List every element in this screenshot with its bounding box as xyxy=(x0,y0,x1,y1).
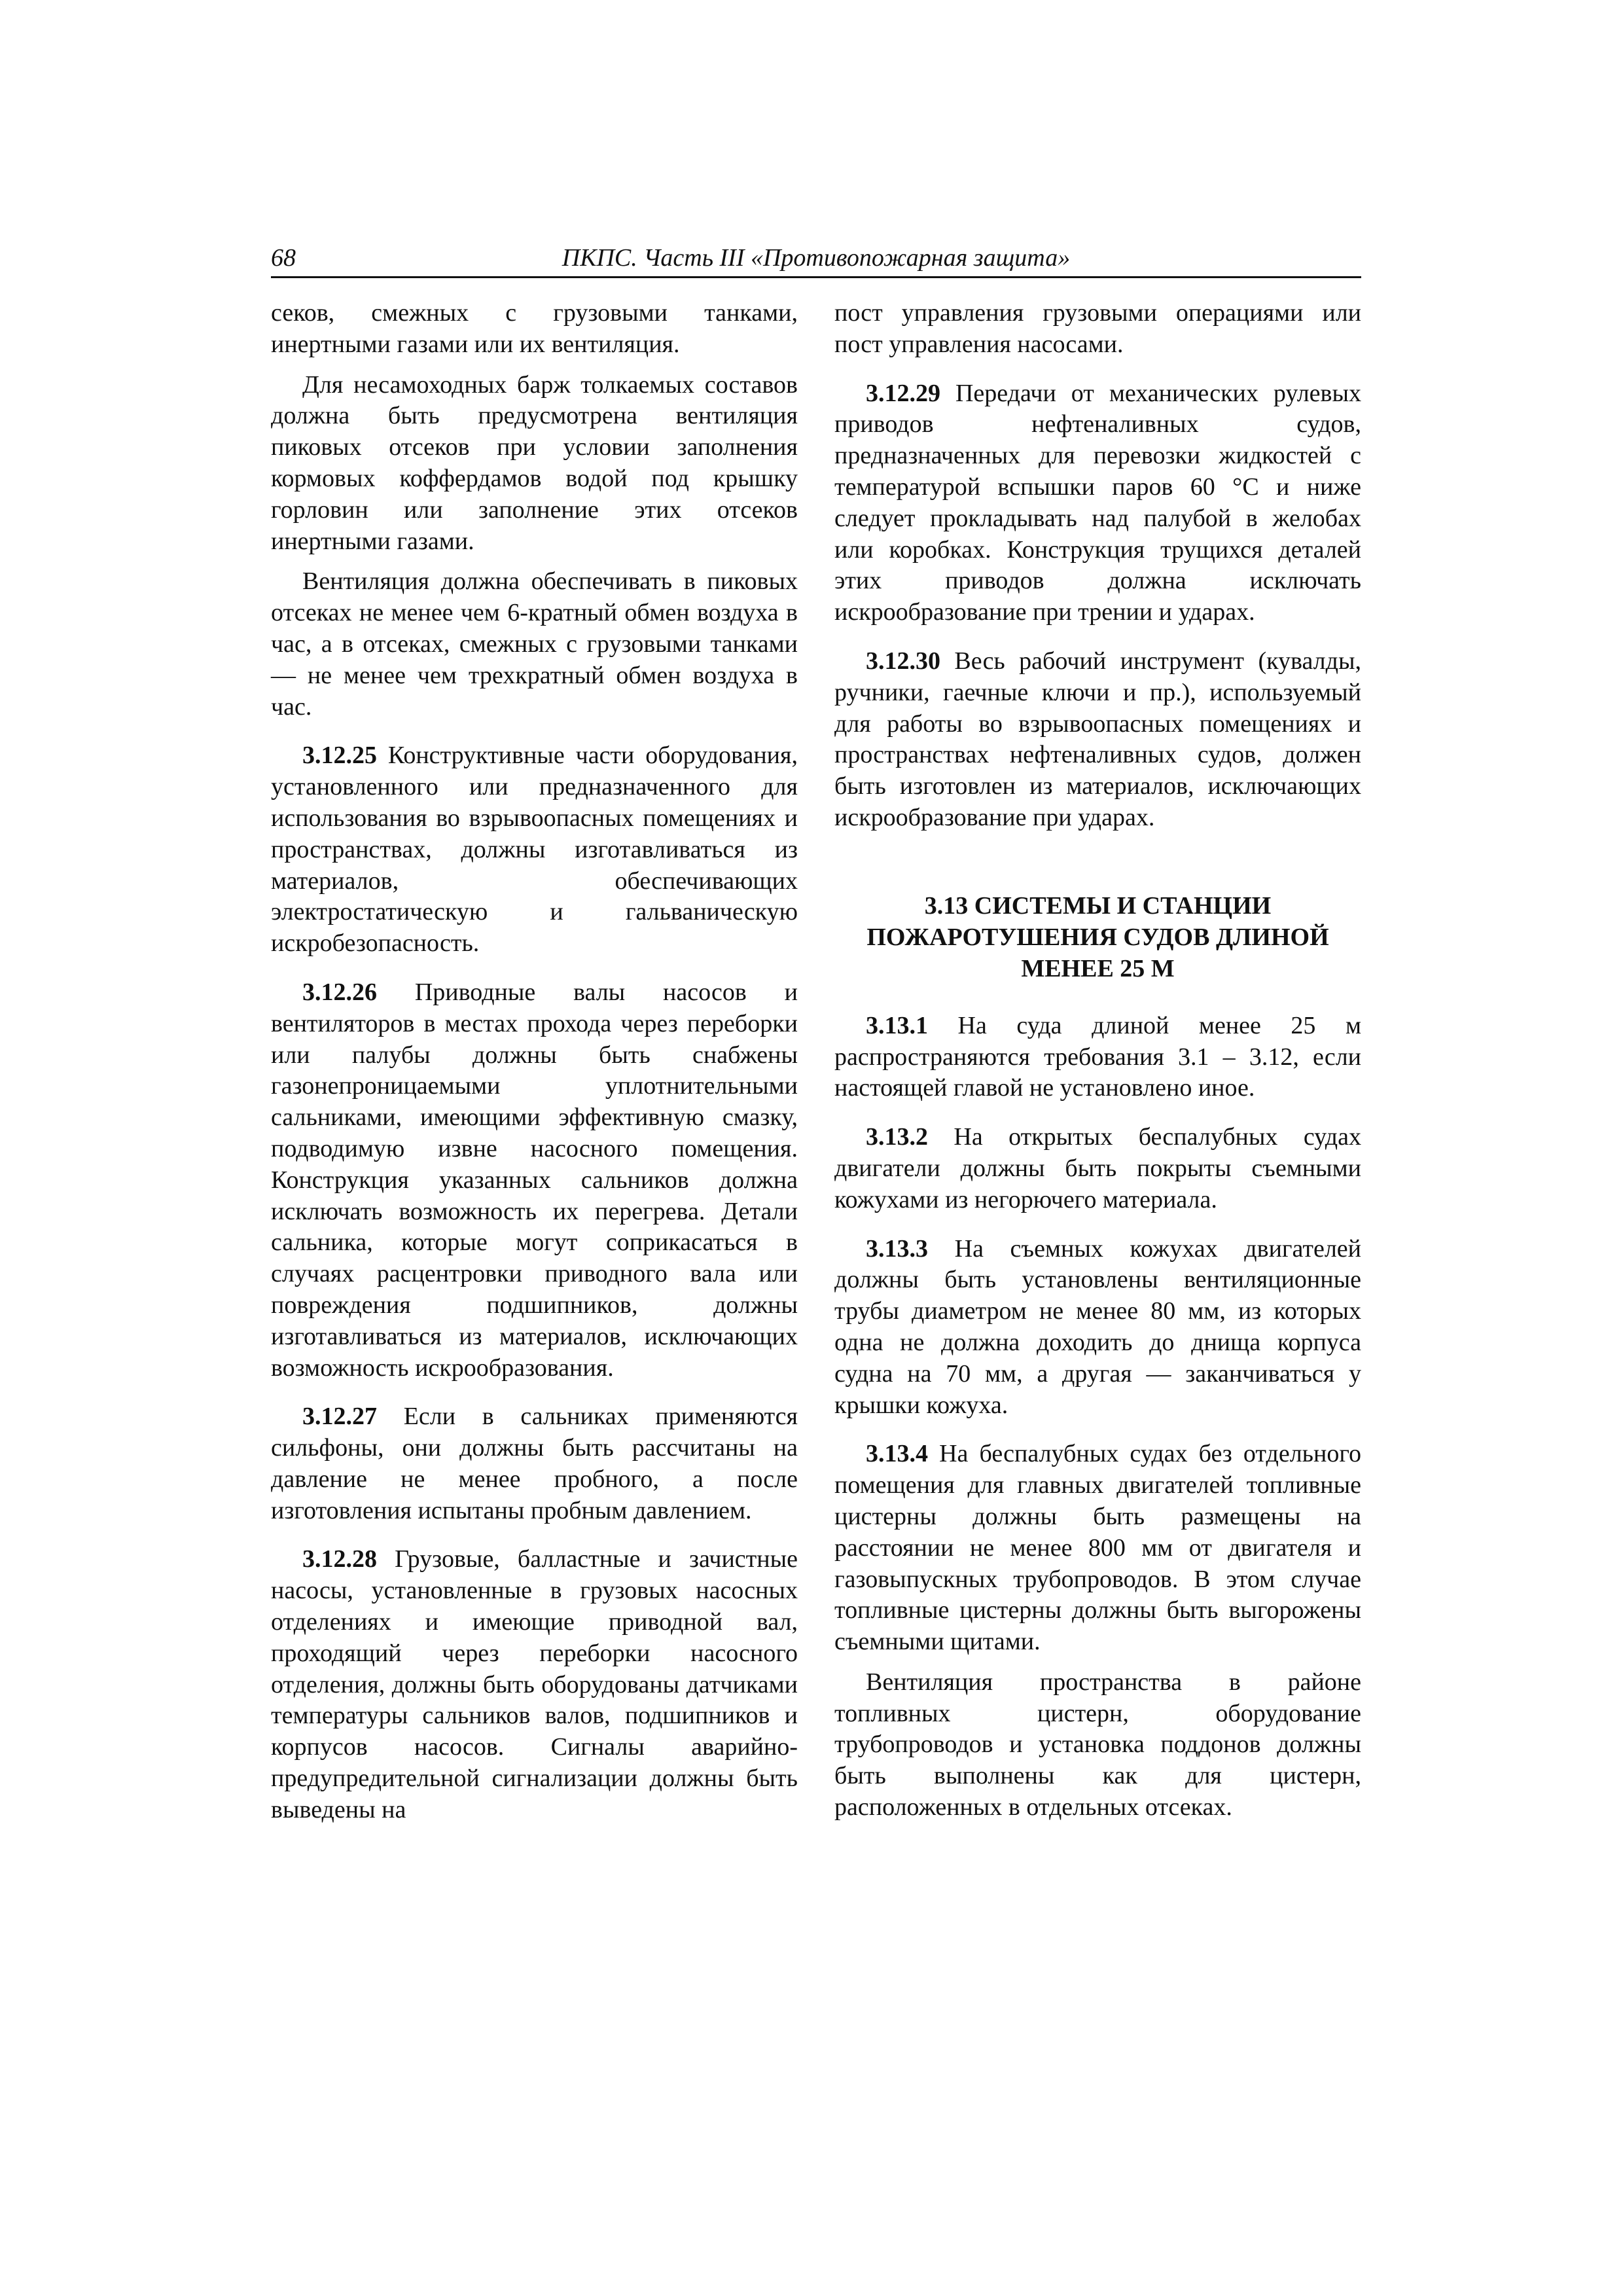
section-heading-line: МЕНЕЕ 25 М xyxy=(1021,954,1175,982)
clause-number: 3.13.4 xyxy=(866,1440,928,1468)
clause-text: На съемных кожухах двигателей должны быть установлены вентиляционные трубы диаметром не менее 80 мм, из которых одна не должна доходить до днища корпуса судна на 70 мм, а другая — заканчиваться у крышки кожуха. xyxy=(834,1234,1362,1419)
paragraph: Для несамоходных барж толкаемых составов должна быть предусмотрена вентиляция пиковых отсеков при условии заполнения кормовых коффердамов водой под крышку горловин или заполнение этих отсеков инертными газами. xyxy=(271,370,798,555)
paragraph: пост управления грузовыми операциями или пост управления насосами. xyxy=(834,299,1361,358)
right-column xyxy=(834,298,1361,1823)
clause-text: Грузовые, балластные и зачистные насосы, установленные в грузовых насосных отделениях и имеющие приводной вал, проходящий через переборки насосного отделения, должны быть оборудованы датчиками температуры сальников валов, подшипников и корпусов насосов. Сигналы аварийно-предупредительной сигнализации должны быть выведены на xyxy=(271,1545,798,1823)
running-title: ПКПС. Часть III «Противопожарная защита» xyxy=(562,244,1071,272)
clause-3-13-3 xyxy=(834,1234,1361,1422)
clause-text: Приводные валы насосов и вентиляторов в местах прохода через переборки или палубы должны быть снабжены газонепроницаемыми уплотнительными сальниками, имеющими эффективную смазку, подводимую извне насосного помещения. Конструкция указанных сальников должна исключать возможность их перегрева. Детали сальника, которые могут соприкасаться в случаях расцентровки приводного вала или повреждения подшипников, должны изготавливаться из материалов, исключающих возможность искрообразования. xyxy=(271,978,798,1382)
clause-text: Весь рабочий инструмент (кувалды, ручники, гаечные ключи и пр.), используемый для работы во взрывоопасных помещениях и пространствах нефтеналивных судов, должен быть изготовлен из материалов, исключающих искрообразование при ударах. xyxy=(834,647,1361,831)
clause-3-12-26 xyxy=(271,977,798,1384)
clause-number: 3.12.25 xyxy=(302,742,377,770)
clause-text: На беспалубных судах без отдельного помещения для главных двигателей топливные цистерны должны быть размещены на расстоянии не менее 800 мм от двигателя и газовыпускных трубопроводов. В этом случае топливные цистерны должны быть выгорожены съемными щитами. xyxy=(834,1440,1361,1656)
left-column xyxy=(271,298,798,1826)
clause-text: Передачи от механических рулевых приводов нефтеналивных судов, предназначенных для перевозки жидкостей с температурой вспышки паров 60 °С и ниже следует прокладывать над палубой в желобах или коробках. Конструкция трущихся деталей этих приводов должна исключать искрообразование при трении и ударах. xyxy=(834,379,1361,626)
section-heading xyxy=(834,890,1361,984)
clause-number: 3.12.30 xyxy=(866,647,940,675)
clause-3-12-27 xyxy=(271,1401,798,1526)
clause-text: Конструктивные части оборудования, установленного или предназначенного для использования во взрывоопасных помещениях и пространствах, должны изготавливаться из материалов, обеспечивающих электростатическую и гальваническую искробезопасность. xyxy=(271,742,798,958)
clause-text: На суда длиной менее 25 м распространяются требования 3.1 – 3.12, если настоящей главой не установлено иное. xyxy=(834,1011,1361,1102)
page-header xyxy=(271,241,1361,278)
clause-text: На открытых беспалубных судах двигатели должны быть покрыты съемными кожухами из негорючего материала. xyxy=(834,1123,1361,1213)
section-heading-line: 3.13 СИСТЕМЫ И СТАНЦИИ xyxy=(924,891,1272,920)
clause-number: 3.12.28 xyxy=(302,1545,377,1573)
clause-3-13-1 xyxy=(834,1011,1361,1104)
clause-number: 3.13.1 xyxy=(866,1011,928,1039)
clause-3-13-4 xyxy=(834,1439,1361,1658)
clause-number: 3.12.27 xyxy=(302,1403,377,1431)
clause-number: 3.12.26 xyxy=(302,978,377,1006)
clause-3-13-2 xyxy=(834,1122,1361,1215)
section-heading-line: ПОЖАРОТУШЕНИЯ СУДОВ ДЛИНОЙ xyxy=(866,923,1329,951)
clause-number: 3.12.29 xyxy=(866,379,940,407)
paragraph: Вентиляция пространства в районе топливных цистерн, оборудование трубопроводов и установка поддонов должны быть выполнены как для цистерн, расположенных в отдельных отсеках. xyxy=(834,1668,1361,1821)
clause-3-12-29 xyxy=(834,378,1361,628)
clause-3-12-28 xyxy=(271,1544,798,1825)
page-number: 68 xyxy=(271,244,296,272)
clause-number: 3.13.3 xyxy=(866,1234,928,1263)
clause-text: Если в сальниках применяются сильфоны, они должны быть рассчитаны на давление не менее пробного, а после изготовления испытаны пробным давлением. xyxy=(271,1403,798,1524)
clause-3-12-30 xyxy=(834,646,1361,834)
paragraph: секов, смежных с грузовыми танками, инертными газами или их вентиляция. xyxy=(271,299,798,358)
clause-number: 3.13.2 xyxy=(866,1123,928,1151)
paragraph: Вентиляция должна обеспечивать в пиковых отсеках не менее чем 6-кратный обмен воздуха в час, а в отсеках, смежных с грузовыми танками — не менее чем трехкратный обмен воздуха в час. xyxy=(271,567,798,721)
clause-3-12-25 xyxy=(271,740,798,960)
